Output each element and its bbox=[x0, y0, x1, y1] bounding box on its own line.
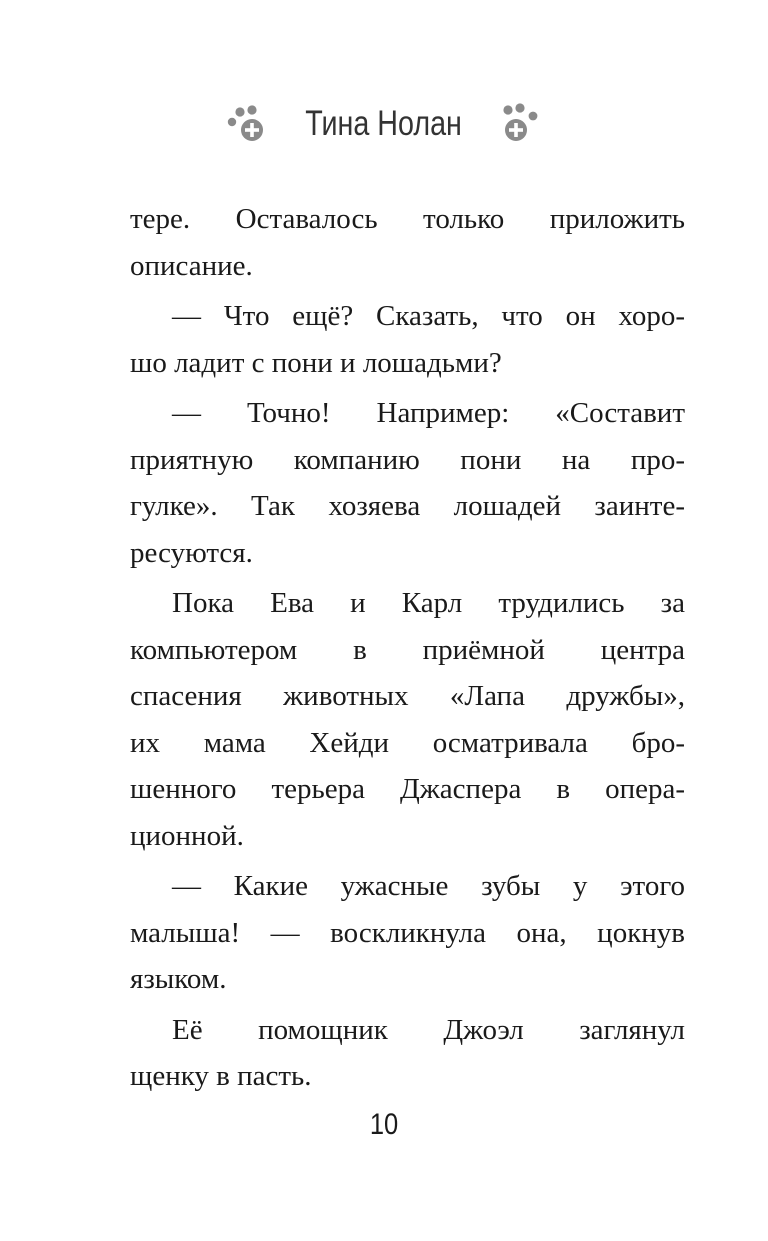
text-line: ресуются. bbox=[130, 536, 253, 569]
text-line: Её помощник Джоэл заглянул bbox=[172, 1013, 685, 1046]
text-line: описание. bbox=[130, 249, 253, 282]
text-line: шо ладит с пони и лошадьми? bbox=[130, 346, 502, 379]
text-line: приятную компанию пони на про- bbox=[130, 443, 685, 476]
text-line: Пока Ева и Карл трудились за bbox=[172, 587, 685, 619]
text-line: — Что ещё? Сказать, что он хоро- bbox=[172, 300, 685, 332]
text-line: малыша! — воскликнула она, цокнув bbox=[130, 916, 685, 949]
text-line: их мама Хейди осматривала бро- bbox=[130, 726, 685, 759]
text-line: щенку в пасть. bbox=[130, 1060, 312, 1092]
text-line: тере. Оставалось только приложить bbox=[130, 203, 685, 235]
text-line: гулке». Так хозяева лошадей заинте- bbox=[130, 490, 685, 522]
running-header bbox=[0, 96, 768, 152]
paw-plus-icon bbox=[226, 102, 270, 146]
text-line: — Точно! Например: «Составит bbox=[172, 397, 685, 429]
text-line: — Какие ужасные зубы у этого bbox=[172, 870, 685, 902]
page-number: 10 bbox=[369, 1108, 399, 1141]
text-line: спасения животных «Лапа дружбы», bbox=[130, 680, 685, 712]
body-text bbox=[130, 196, 685, 1100]
text-line: языком. bbox=[130, 963, 227, 995]
text-line: компьютером в приёмной центра bbox=[130, 633, 685, 666]
author-name: Тина Нолан bbox=[305, 104, 463, 143]
text-line: шенного терьера Джаспера в опера- bbox=[130, 773, 685, 805]
text-line: ционной. bbox=[130, 819, 244, 852]
paw-plus-icon bbox=[498, 102, 542, 146]
